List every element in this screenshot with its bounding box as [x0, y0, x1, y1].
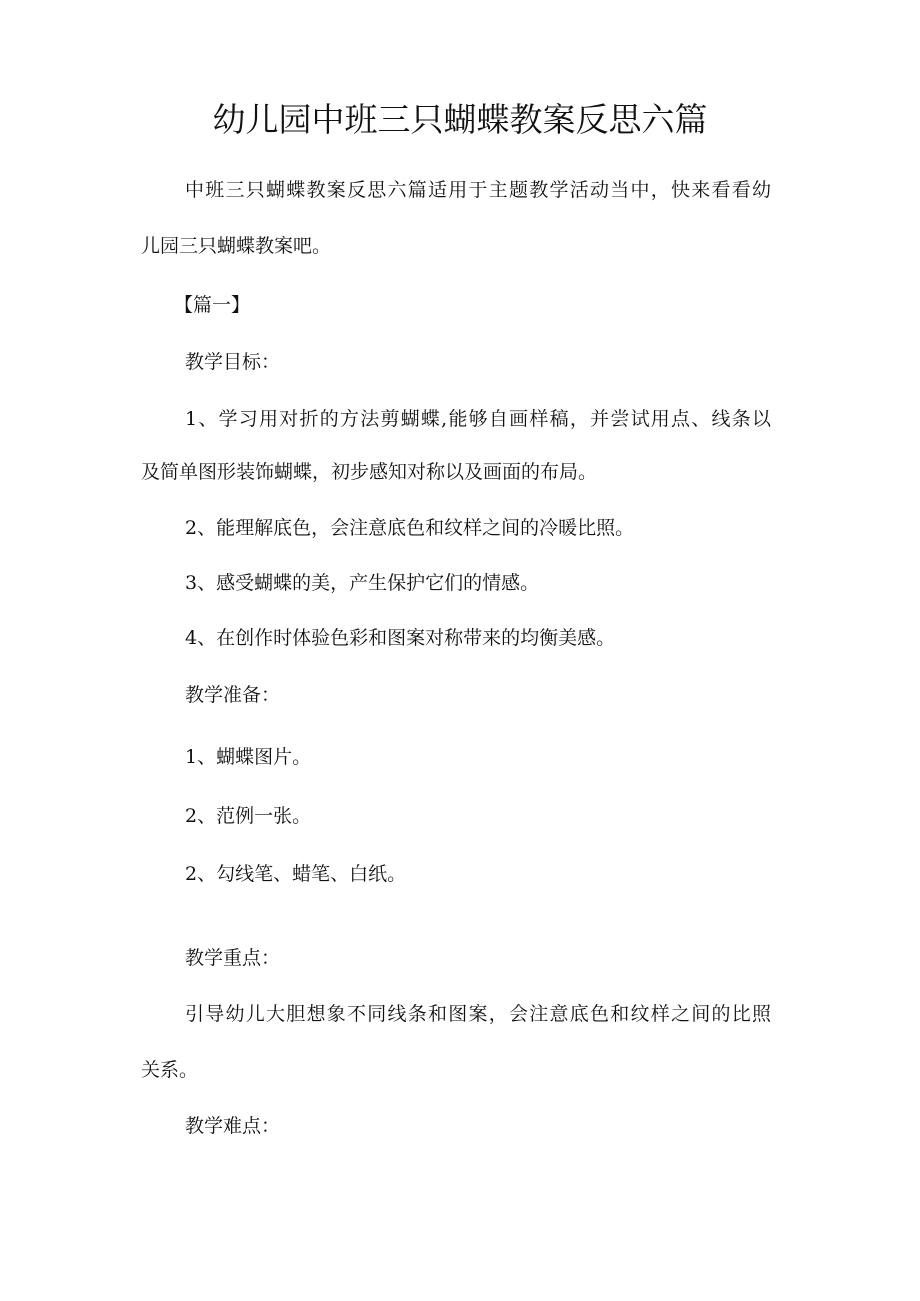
preparation-item-1: 1、蝴蝶图片。 [185, 746, 312, 768]
goal-item-1-line-1: 1、学习用对折的方法剪蝴蝶,能够自画样稿，并尝试用点、线条以 [185, 408, 771, 430]
section-heading: 【篇一】 [174, 294, 251, 316]
preparation-item-3: 2、勾线笔、蜡笔、白纸。 [185, 863, 407, 885]
key-points-heading: 教学重点： [185, 947, 281, 969]
goal-item-1-line-2: 及简单图形装饰蝴蝶，初步感知对称以及画面的布局。 [141, 461, 598, 483]
goal-item-4: 4、在创作时体验色彩和图案对称带来的均衡美感。 [185, 627, 616, 649]
document-title: 幼儿园中班三只蝴蝶教案反思六篇 [212, 100, 708, 139]
intro-line-2: 儿园三只蝴蝶教案吧。 [141, 235, 332, 257]
goal-item-2: 2、能理解底色，会注意底色和纹样之间的冷暖比照。 [185, 517, 635, 539]
goals-heading: 教学目标： [185, 351, 281, 373]
goal-item-3: 3、感受蝴蝶的美，产生保护它们的情感。 [185, 572, 540, 594]
intro-line-1: 中班三只蝴蝶教案反思六篇适用于主题教学活动当中，快来看看幼 [185, 179, 771, 201]
preparation-item-2: 2、范例一张。 [185, 805, 312, 827]
preparation-heading: 教学准备： [185, 684, 281, 706]
key-points-line-1: 引导幼儿大胆想象不同线条和图案，会注意底色和纹样之间的比照 [185, 1003, 771, 1025]
key-points-line-2: 关系。 [141, 1059, 199, 1081]
difficulties-heading: 教学难点： [185, 1115, 281, 1137]
